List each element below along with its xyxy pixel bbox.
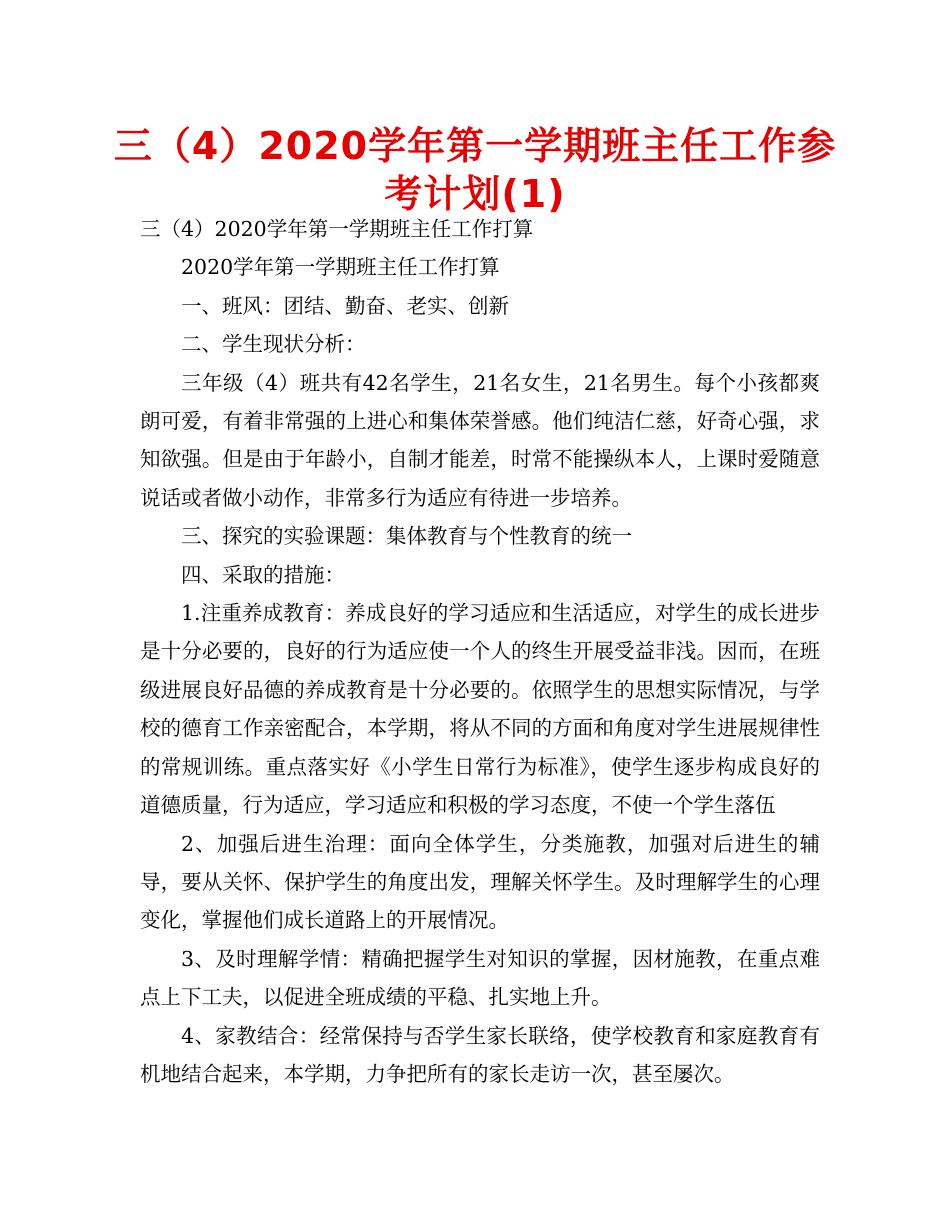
paragraph-measures-heading: 四、采取的措施： bbox=[181, 562, 345, 587]
document-body bbox=[140, 208, 820, 1093]
paragraph-analysis-heading: 二、学生现状分析： bbox=[181, 332, 366, 357]
document-title-line-2: 考计划(1) bbox=[384, 172, 566, 216]
paragraph-measure-2: 2、加强后进生治理：面向全体学生，分类施教，加强对后进生的辅导，要从关怀、保护学生的角度出发，理解关怀学生。及时理解学生的心理变化，掌握他们成长道路上的开展情况。 bbox=[140, 831, 820, 933]
paragraph-plan-heading: 2020学年第一学期班主任工作打算 bbox=[181, 255, 500, 280]
paragraph-subtitle: 三（4）2020学年第一学期班主任工作打算 bbox=[140, 217, 534, 241]
paragraph-measure-1: 1.注重养成教育：养成良好的学习适应和生活适应，对学生的成长进步是十分必要的，良好的行为适应使一个人的终生开展受益非浅。因而，在班级进展良好品德的养成教育是十分必要的。依照学生的思想实际情况，与学校的德育工作亲密配合，本学期，将从不同的方面和角度对学生进展规律性的常规训练。重点落实好《小学生日常行为标准》，使学生逐步构成良好的道德质量，行为适应，学习适应和积极的学习态度，不使一个学生落伍 bbox=[140, 601, 820, 818]
document-title-line-1: 三（4）2020学年第一学期班主任工作参 bbox=[113, 124, 837, 168]
paragraph-analysis: 三年级（4）班共有42名学生，21名女生，21名男生。每个小孩都爽朗可爱，有着非常强的上进心和集体荣誉感。他们纯洁仁慈，好奇心强，求知欲强。但是由于年龄小，自制才能差，时常不能操纵本人，上课时爱随意说话或者做小动作，非常多行为适应有待进一步培养。 bbox=[140, 370, 820, 510]
paragraph-measure-4: 4、家教结合：经常保持与否学生家长联络，使学校教育和家庭教育有机地结合起来，本学期，力争把所有的家长走访一次，甚至屡次。 bbox=[140, 1023, 820, 1086]
paragraph-research-topic: 三、探究的实验课题：集体教育与个性教育的统一 bbox=[181, 524, 632, 549]
paragraph-measure-3: 3、及时理解学情：精确把握学生对知识的掌握，因材施教，在重点难点上下工夫，以促进全班成绩的平稳、扎实地上升。 bbox=[140, 946, 820, 1010]
paragraph-class-style: 一、班风：团结、勤奋、老实、创新 bbox=[181, 293, 509, 318]
